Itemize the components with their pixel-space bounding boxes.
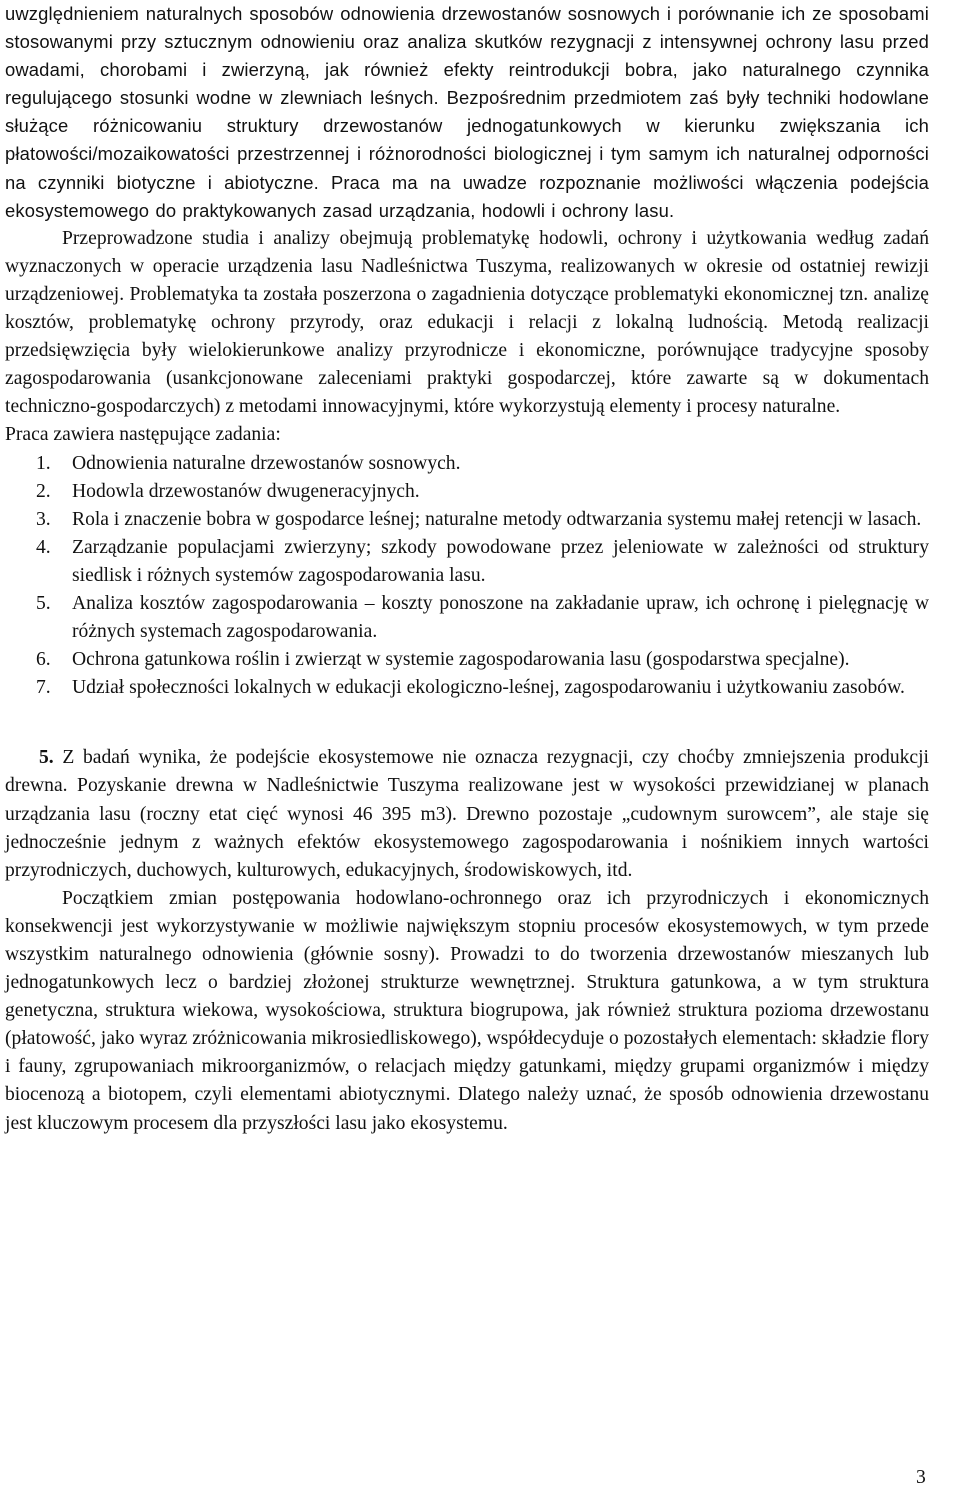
list-item <box>5 506 929 534</box>
list-item-text: Rola i znaczenie bobra w gospodarce leśnej; naturalne metody odtwarzania systemu małej retencji w lasach. <box>72 508 922 530</box>
list-item-number: 6. <box>36 649 51 671</box>
section-spacer <box>5 702 929 744</box>
list-item-number: 4. <box>36 536 51 558</box>
list-item-text: Ochrona gatunkowa roślin i zwierząt w systemie zagospodarowania lasu (gospodarstwa specjalne). <box>72 649 850 671</box>
intro-paragraph: uwzględnieniem naturalnych sposobów odnowienia drzewostanów sosnowych i porównanie ich ze sposobami stosowanymi przy sztucznym odnowieniu oraz analiza skutków rezygnacji z intensywnej ochrony lasu przed owadami, chorobami i zwierzyną, jak również efekty reintrodukcji bobra, jako naturalnego czynnika regulującego stosunki wodne w zlewniach leśnych. Bezpośrednim przedmiotem zaś były techniki hodowlane służące różnicowaniu struktury drzewostanów jednogatunkowych w kierunku zwiększania ich płatowości/mozaikowatości przestrzennej i różnorodności biologicznej i tym samym ich naturalnej odporności na czynniki biotyczne i abiotyczne. Praca ma na uwadze rozpoznanie możliwości włączenia podejścia ekosystemowego do praktykowanych zasad urządzania, hodowli i ochrony lasu. <box>5 3 929 221</box>
list-item-number: 1. <box>36 452 51 474</box>
list-item-number: 7. <box>36 677 51 699</box>
list-item <box>5 646 929 674</box>
scope-paragraph: Przeprowadzone studia i analizy obejmują problematykę hodowli, ochrony i użytkowania według zadań wyznaczonych w operacie urządzenia lasu Nadleśnictwa Tuszyma, realizowanych w okresie od ostatniej rewizji urządzeniowej. Problematyka ta została poszerzona o zagadnienia dotyczące problematyki ekonomicznej tzn. analizę kosztów, problematykę ochrony przyrody, oraz edukacji i relacji z lokalną ludnością. Metodą realizacji przedsięwzięcia były wielokierunkowe analizy przyrodnicze i ekonomiczne, porównujące tradycyjne sposoby zagospodarowania (usankcjonowane zaleceniami praktyki gospodarczej, które zawarte są w dokumentach techniczno-gospodarczych) z metodami innowacyjnymi, które wykorzystują elementy i procesy naturalne. <box>5 227 929 418</box>
tasks-intro: Praca zawiera następujące zadania: <box>5 424 281 446</box>
document-page <box>5 0 929 1138</box>
list-item-number: 2. <box>36 480 51 502</box>
list-item <box>5 534 929 590</box>
section-number: 5. <box>39 747 54 769</box>
page-number: 3 <box>916 1467 926 1488</box>
list-item-text: Udział społeczności lokalnych w edukacji ekologiczno-leśnej, zagospodarowaniu i użytkowaniu zasobów. <box>72 677 905 699</box>
section-5-text: Z badań wynika, że podejście ekosystemowe nie oznacza rezygnacji, czy choćby zmniejszenia produkcji drewna. Pozyskanie drewna w Nadleśnictwie Tuszyma realizowane jest w wysokości przewidzianej w planach urządzania lasu (roczny etat cięć wynosi 46 395 m3). Drewno pozostaje „cudownym surowcem”, ale staje się jednocześnie jednym z ważnych efektów ekosystemowego zagospodarowania i nośnikiem innych wartości przyrodniczych, duchowych, kulturowych, edukacyjnych, środowiskowych, itd. <box>5 747 929 881</box>
list-item-number: 5. <box>36 592 51 614</box>
section-5-paragraph <box>5 744 929 884</box>
section-5-second-paragraph: Początkiem zmian postępowania hodowlano-ochronnego oraz ich przyrodniczych i ekonomicznych konsekwencji jest wykorzystywanie w możliwie największym stopniu procesów ekosystemowych, w tym przede wszystkim naturalnego odnowienia (głównie sosny). Prowadzi to do tworzenia drzewostanów mieszanych lub jednogatunkowych lecz o bardziej złożonej strukturze wewnętrznej. Struktura gatunkowa, a w tym struktura genetyczna, struktura wiekowa, wysokościowa, struktura biogrupowa, jak również struktura pozioma drzewostanu (płatowość, jako wyraz zróżnicowania mikrosiedliskowego), współdecyduje o pozostałych elementach: składzie flory i fauny, zgrupowaniach mikroorganizmów, o relacjach między gatunkami, między grupami organizmów i między biocenozą a biotopem, czyli elementami abiotycznymi. Dlatego należy uznać, że sposób odnowienia drzewostanu jest kluczowym procesem dla przyszłości lasu jako ekosystemu. <box>5 887 929 1134</box>
list-item-number: 3. <box>36 508 51 530</box>
list-item-text: Hodowla drzewostanów dwugeneracyjnych. <box>72 480 420 502</box>
list-item-text: Analiza kosztów zagospodarowania – koszty ponoszone na zakładanie upraw, ich ochronę i pielęgnację w różnych systemach zagospodarowania. <box>72 592 929 643</box>
list-item <box>5 478 929 506</box>
list-item <box>5 590 929 646</box>
list-item-text: Odnowienia naturalne drzewostanów sosnowych. <box>72 452 461 474</box>
tasks-list <box>5 450 929 703</box>
list-item <box>5 450 929 478</box>
list-item-text: Zarządzanie populacjami zwierzyny; szkody powodowane przez jeleniowate w zależności od struktury siedlisk i różnych systemów zagospodarowania lasu. <box>72 536 929 586</box>
list-item <box>5 674 929 702</box>
